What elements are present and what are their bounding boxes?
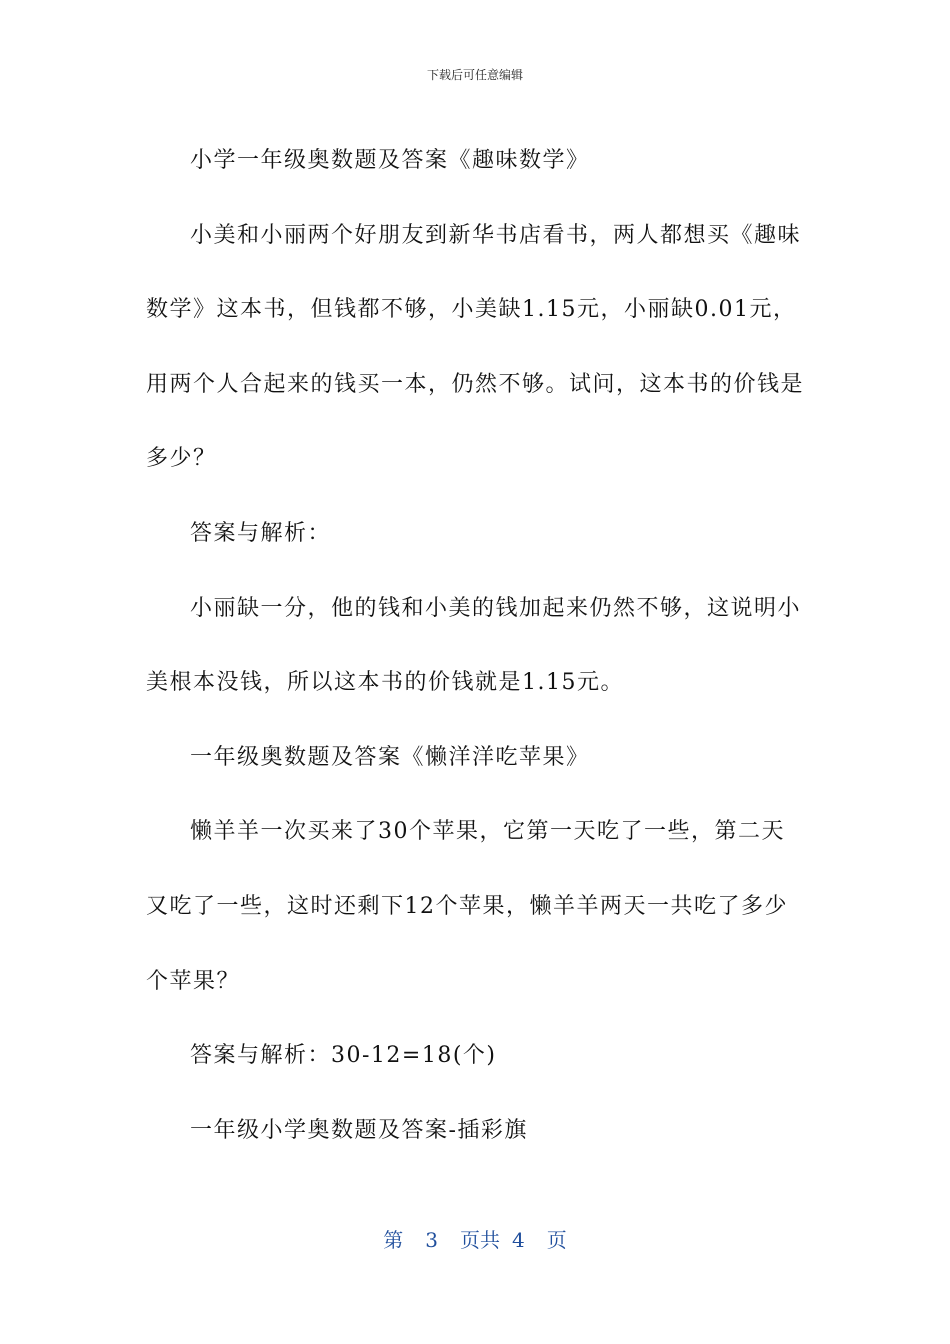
section-title-apples: 一年级奥数题及答案《懒洋洋吃苹果》 — [190, 744, 590, 770]
footer-total-pages: 4 — [512, 1228, 525, 1252]
footer-current-page: 3 — [425, 1228, 438, 1252]
page-footer — [0, 1224, 950, 1253]
answer-fun-math: 小丽缺一分，他的钱和小美的钱加起来仍然不够，这说明小美根本没钱，所以这本书的价钱就是1.15元。 — [146, 595, 802, 696]
page-header-note: 下载后可任意编辑 — [426, 68, 523, 82]
footer-ye: 页 — [546, 1228, 567, 1252]
answer-apples: 答案与解析：30-12=18(个) — [190, 1043, 497, 1069]
footer-di: 第 — [383, 1228, 404, 1252]
document-body — [146, 124, 806, 1168]
section-title-fun-math: 小学一年级奥数题及答案《趣味数学》 — [190, 148, 590, 173]
answer-label-fun-math: 答案与解析： — [190, 520, 332, 546]
section-title-flags: 一年级小学奥数题及答案-插彩旗 — [190, 1117, 528, 1143]
problem-fun-math: 小美和小丽两个好朋友到新华书店看书，两人都想买《趣味数学》这本书，但钱都不够，小美缺1.15元，小丽缺0.01元，用两个人合起来的钱买一本，仍然不够。试问，这本书的价钱是多少？ — [146, 222, 805, 472]
problem-apples: 懒羊羊一次买来了30个苹果，它第一天吃了一些，第二天又吃了一些，这时还剩下12个苹果，懒羊羊两天一共吃了多少个苹果？ — [146, 819, 788, 994]
footer-ye-gong: 页共 — [460, 1228, 500, 1252]
